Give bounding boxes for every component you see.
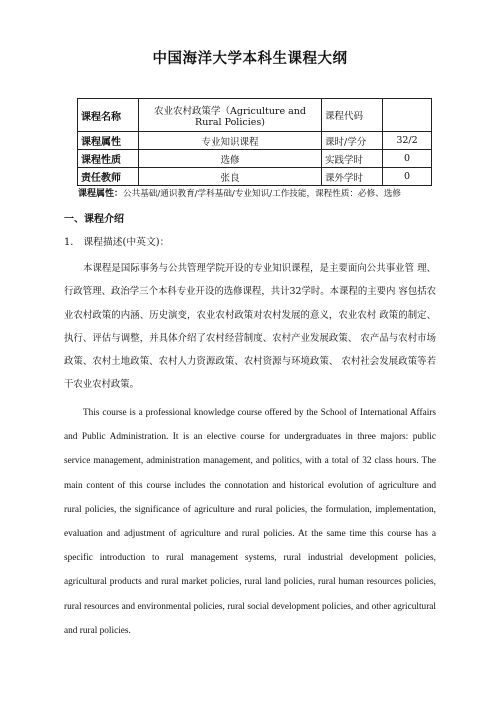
section-heading: 一、课程介绍 <box>64 214 124 225</box>
course-code-label: 课程代码 <box>322 99 383 132</box>
course-code-value <box>383 99 432 132</box>
practice-hours-value: 0 <box>383 150 432 168</box>
page-title: 中国海洋大学本科生课程大纲 <box>152 51 348 67</box>
nature-value: 选修 <box>139 150 322 168</box>
subsection-text: 课程描述(中英文)： <box>83 237 170 248</box>
teacher-label: 责任教师 <box>78 168 139 186</box>
table-row <box>78 132 432 150</box>
attribute-note <box>78 186 401 199</box>
description-chinese: 本课程是国际事务与公共管理学院开设的专业知识课程，是主要面向公共事业管 理、行政管理、政治学三个本科专业开设的选修课程，共计32学时。本课程的主要内 容包括农业农村政策的内涵、历史演变，农业农村政策对农村发展的意义，农业农村 政策的制定、执行、评估与调整，并具体介绍了农村经营制度、农村产业发展政策、 农产品与农村市场政策、农村土地政策、农村人力资源政策、农村资源与环境政策、 农村社会发展政策等若干农业农村政策。 <box>64 263 436 391</box>
nature-label: 课程性质 <box>78 150 139 168</box>
subsection-heading <box>64 234 169 248</box>
note-text: 公共基础/通识教育/学科基础/专业知识/工作技能，课程性质：必修、选修 <box>123 189 402 199</box>
subsection-number: 1. <box>64 237 74 248</box>
extracurricular-hours-label: 课外学时 <box>322 168 383 186</box>
teacher-value: 张良 <box>139 168 322 186</box>
table-row <box>78 168 432 186</box>
attribute-label: 课程属性 <box>78 132 139 150</box>
hours-credits-value: 32/2 <box>383 132 432 150</box>
course-info-table <box>77 98 432 186</box>
attribute-value: 专业知识课程 <box>139 132 322 150</box>
hours-credits-label: 课时/学分 <box>322 132 383 150</box>
description-english: This course is a professional knowledge course offered by the School of International Affairs and Public Administration. It is an elective course for undergraduates in three majors: public service management, administration management, and politics, with a total of 32 class hours. The main content of this course includes the connotation and historical evolution of agriculture and rural policies, the significance of agriculture and rural policies, the formulation, implementation, evaluation and adjustment of agriculture and rural policies. At the same time this course has a specific introduction to rural management systems, rural industrial development policies, agricultural products and rural market policies, rural land policies, rural human resources policies, rural resources and environmental policies, rural social development policies, and other agricultural and rural policies. <box>64 408 436 636</box>
table-row <box>78 99 432 132</box>
course-name-value: 农业农村政策学（Agriculture and Rural Policies) <box>139 99 322 132</box>
course-name-label: 课程名称 <box>78 99 139 132</box>
extracurricular-hours-value: 0 <box>383 168 432 186</box>
practice-hours-label: 实践学时 <box>322 150 383 168</box>
table-row <box>78 150 432 168</box>
note-label: 课程属性： <box>78 189 124 199</box>
